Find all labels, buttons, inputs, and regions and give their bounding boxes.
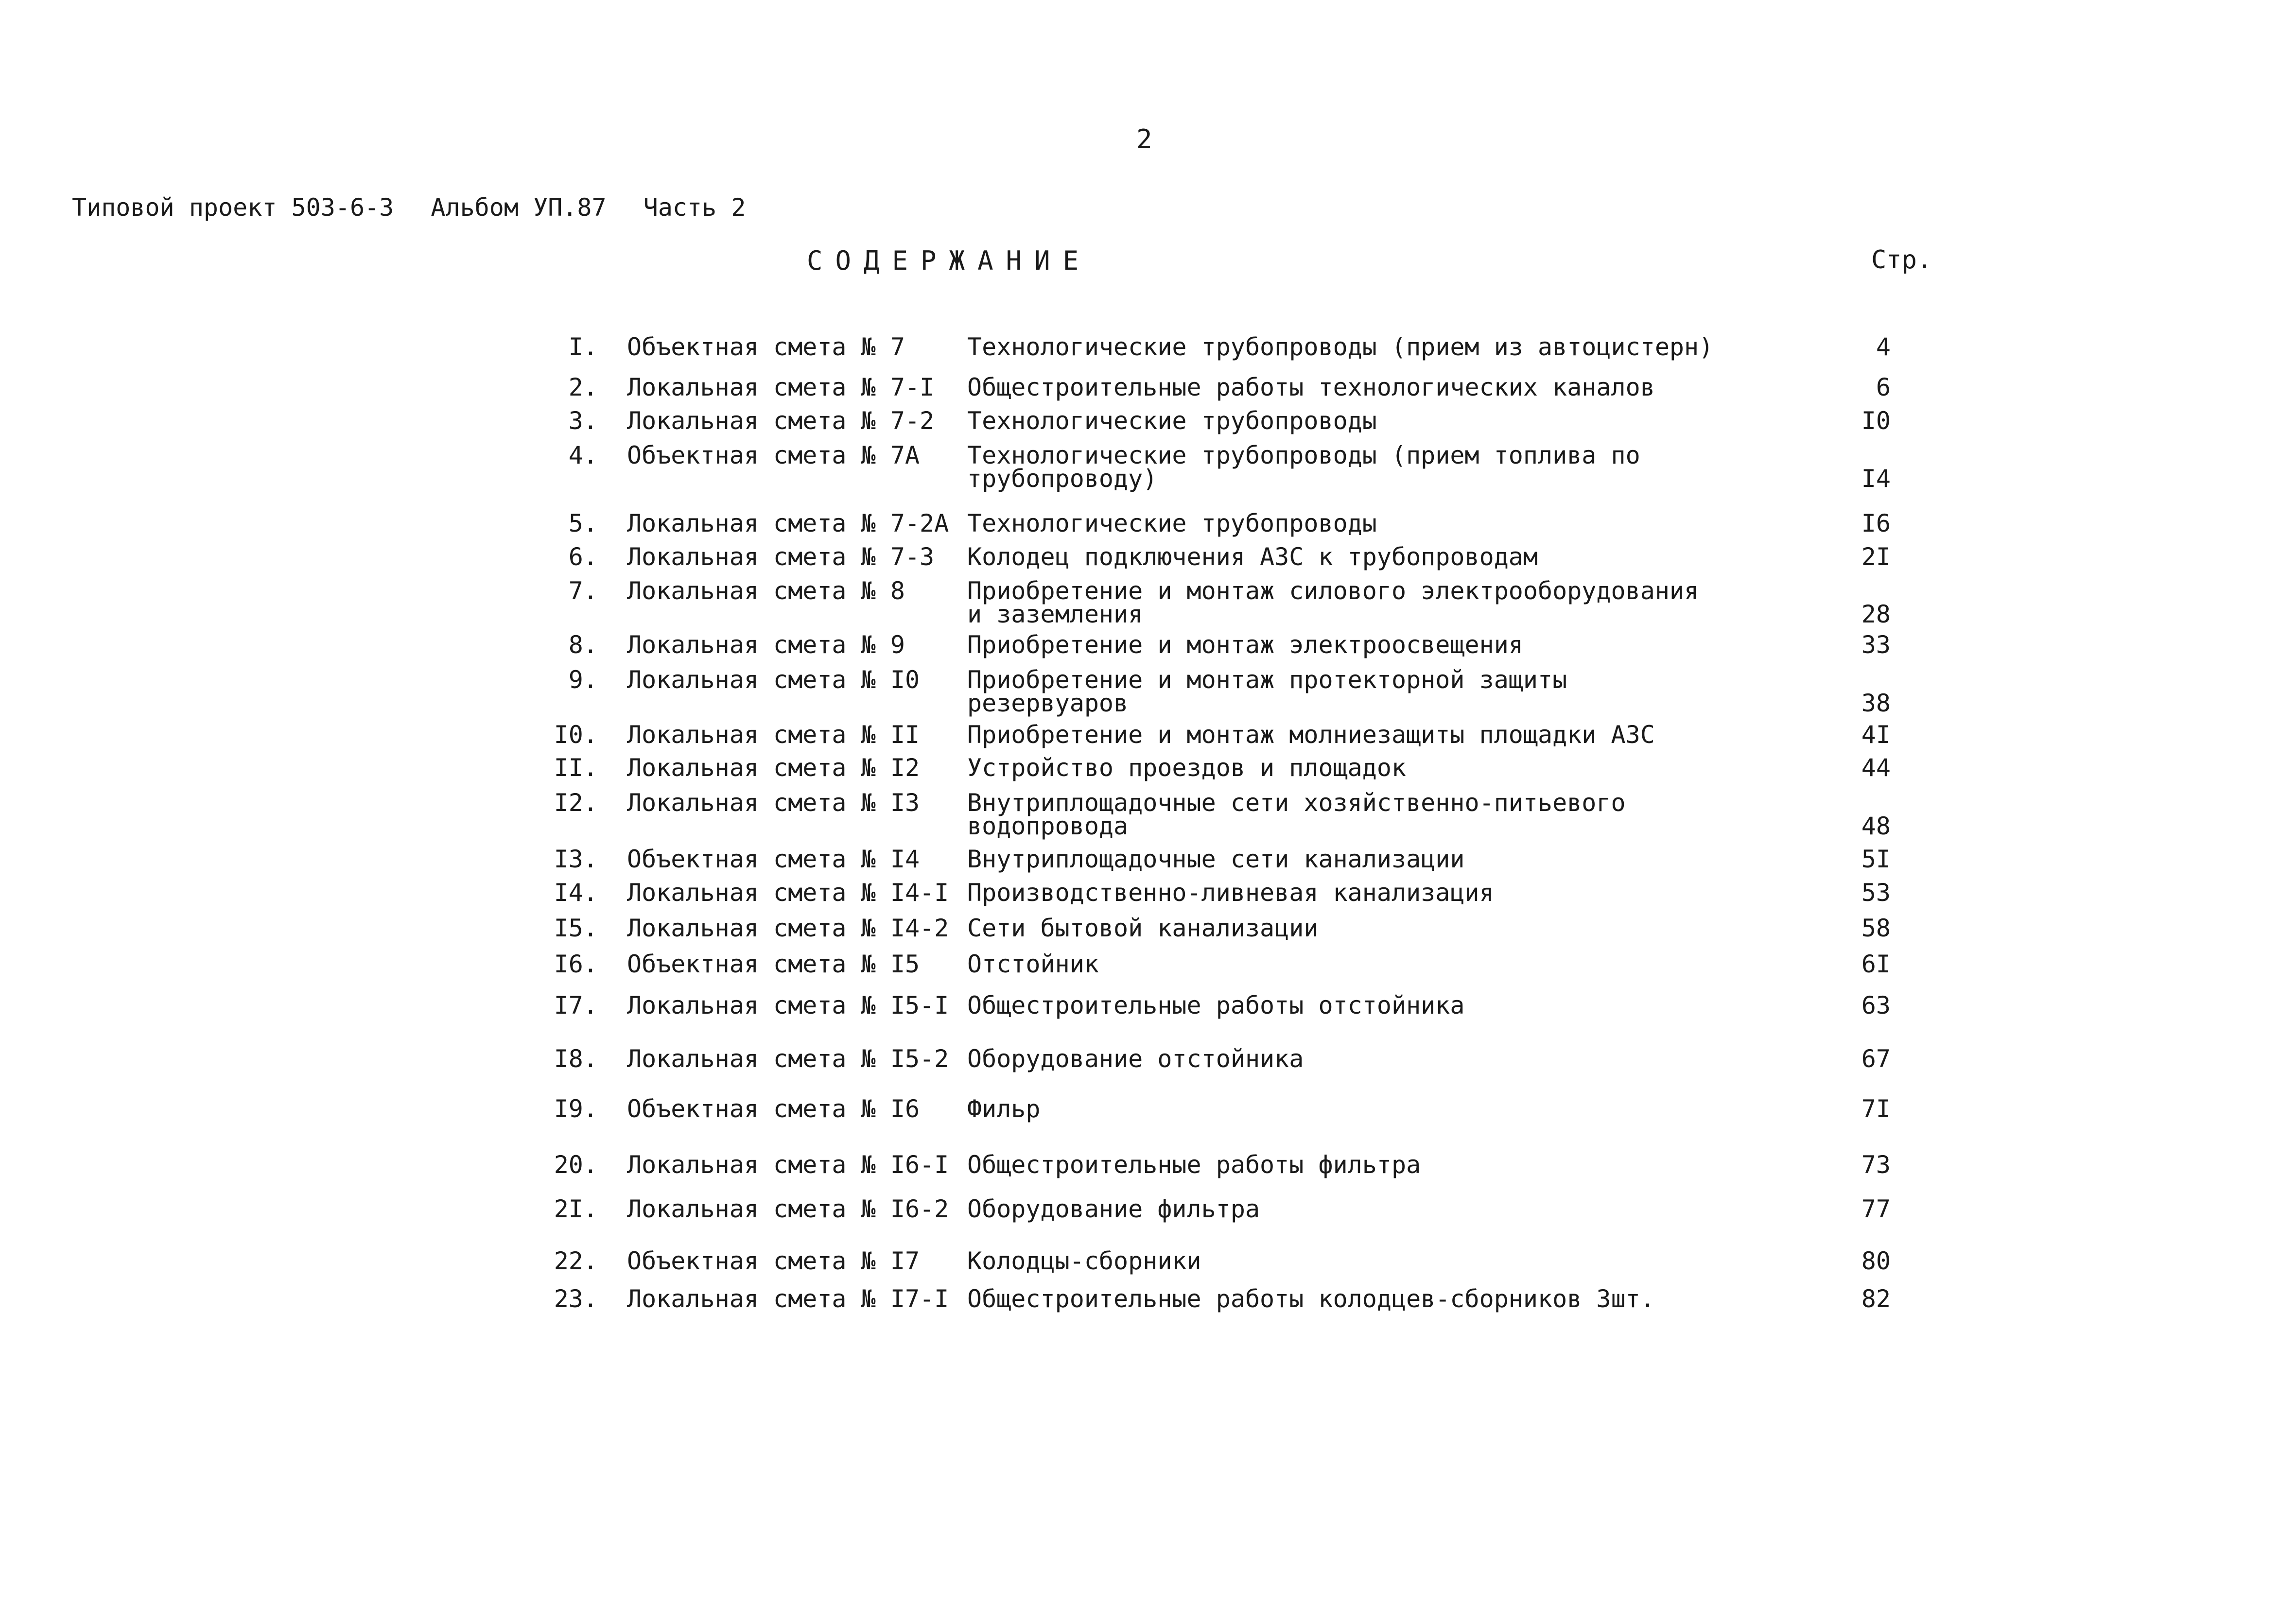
toc-entry-description: Технологические трубопроводы (прием из автоцистерн)	[967, 333, 1714, 361]
toc-entry-estimate: Локальная смета № I7-I	[627, 1285, 949, 1313]
toc-entry-estimate: Локальная смета № II	[627, 721, 920, 749]
toc-entry-page: 67	[1861, 1045, 1891, 1073]
toc-entry-number: I5.	[554, 914, 598, 942]
toc-entry-page: 7I	[1861, 1095, 1891, 1123]
toc-title: СОДЕРЖАНИЕ	[807, 245, 1092, 276]
toc-entry-description: Оборудование отстойника	[967, 1045, 1304, 1073]
toc-entry-number: 9.	[568, 666, 598, 694]
toc-entry-number: 2.	[568, 373, 598, 401]
toc-entry-estimate: Локальная смета № I4-I	[627, 879, 949, 907]
toc-entry-description: Колодцы-сборники	[967, 1247, 1201, 1275]
toc-entry-description: Общестроительные работы технологических каналов	[967, 373, 1655, 401]
toc-entry-page: 80	[1861, 1247, 1891, 1275]
toc-entry-description: Внутриплощадочные сети хозяйственно-питьевого водопровода	[967, 789, 1626, 840]
toc-entry-page: 4I	[1861, 721, 1891, 749]
toc-entry-page: 38	[1861, 689, 1891, 717]
toc-entry-number: 7.	[568, 577, 598, 605]
toc-entry-page: I4	[1861, 465, 1891, 493]
toc-entry-number: 8.	[568, 631, 598, 659]
toc-entry-page: 48	[1861, 812, 1891, 840]
toc-entry-number: 5.	[568, 509, 598, 537]
toc-entry-number: I4.	[554, 879, 598, 907]
toc-entry-estimate: Локальная смета № 7-2А	[627, 509, 949, 537]
toc-entry-estimate: Локальная смета № I3	[627, 789, 920, 817]
toc-entry-number: 4.	[568, 441, 598, 469]
toc-entry-description: Приобретение и монтаж молниезащиты площадки АЗС	[967, 721, 1655, 749]
toc-entry-estimate: Локальная смета № I6-2	[627, 1195, 949, 1223]
toc-entry-page: 82	[1861, 1285, 1891, 1313]
toc-entry-description: Фильр	[967, 1095, 1041, 1123]
toc-entry-estimate: Объектная смета № I6	[627, 1095, 920, 1123]
toc-entry-description: Производственно-ливневая канализация	[967, 879, 1494, 907]
toc-entry-description: Устройство проездов и площадок	[967, 754, 1407, 782]
toc-entry-description: Отстойник	[967, 950, 1099, 978]
toc-entry-page: 5I	[1861, 845, 1891, 873]
toc-entry-description: Технологические трубопроводы	[967, 509, 1377, 537]
toc-entry-page: 4	[1876, 333, 1891, 361]
toc-entry-number: 23.	[554, 1285, 598, 1313]
toc-entry-page: 58	[1861, 914, 1891, 942]
toc-entry-description: Внутриплощадочные сети канализации	[967, 845, 1465, 873]
toc-entry-number: I7.	[554, 991, 598, 1019]
toc-entry-number: II.	[554, 754, 598, 782]
album-label: Альбом УП.87	[431, 193, 607, 222]
toc-entry-page: 63	[1861, 991, 1891, 1019]
part-label: Часть 2	[643, 193, 746, 222]
toc-entry-number: I.	[568, 333, 598, 361]
toc-entry-estimate: Локальная смета № 7-3	[627, 543, 935, 571]
toc-entry-estimate: Объектная смета № 7	[627, 333, 905, 361]
toc-entry-description: Технологические трубопроводы	[967, 407, 1377, 435]
toc-entry-number: I0.	[554, 721, 598, 749]
toc-entry-page: I0	[1861, 407, 1891, 435]
toc-entry-estimate: Локальная смета № I5-I	[627, 991, 949, 1019]
toc-entry-number: 6.	[568, 543, 598, 571]
toc-entry-page: 53	[1861, 879, 1891, 907]
page-number: 2	[1136, 124, 1152, 155]
project-label: Типовой проект 503-6-3	[72, 193, 394, 222]
toc-entry-estimate: Объектная смета № 7А	[627, 441, 920, 469]
toc-entry-estimate: Объектная смета № I4	[627, 845, 920, 873]
toc-entry-page: I6	[1861, 509, 1891, 537]
toc-entry-estimate: Локальная смета № 7-2	[627, 407, 935, 435]
toc-entry-number: 22.	[554, 1247, 598, 1275]
toc-entry-page: 28	[1861, 600, 1891, 628]
toc-entry-estimate: Объектная смета № I7	[627, 1247, 920, 1275]
toc-entry-page: 6	[1876, 373, 1891, 401]
toc-entry-estimate: Локальная смета № I2	[627, 754, 920, 782]
toc-entry-estimate: Локальная смета № 9	[627, 631, 905, 659]
toc-entry-description: Колодец подключения АЗС к трубопроводам	[967, 543, 1538, 571]
toc-entry-estimate: Локальная смета № I6-I	[627, 1151, 949, 1179]
toc-entry-number: I2.	[554, 789, 598, 817]
toc-entry-description: Общестроительные работы колодцев-сборников 3шт.	[967, 1285, 1655, 1313]
toc-entry-number: 20.	[554, 1151, 598, 1179]
toc-entry-page: 44	[1861, 754, 1891, 782]
toc-entry-estimate: Локальная смета № I4-2	[627, 914, 949, 942]
toc-entry-page: 33	[1861, 631, 1891, 659]
toc-entry-description: Оборудование фильтра	[967, 1195, 1260, 1223]
toc-entry-number: I6.	[554, 950, 598, 978]
toc-entry-description: Приобретение и монтаж силового электрооборудования и заземления	[967, 577, 1699, 628]
toc-entry-estimate: Объектная смета № I5	[627, 950, 920, 978]
toc-entry-description: Общестроительные работы отстойника	[967, 991, 1465, 1019]
toc-entry-number: I3.	[554, 845, 598, 873]
toc-entry-description: Приобретение и монтаж протекторной защиты резервуаров	[967, 666, 1567, 717]
page-column-label: Стр.	[1871, 245, 1932, 275]
toc-entry-description: Технологические трубопроводы (прием топлива по трубопроводу)	[967, 441, 1640, 493]
toc-entry-page: 77	[1861, 1195, 1891, 1223]
toc-entry-estimate: Локальная смета № I0	[627, 666, 920, 694]
toc-entry-page: 2I	[1861, 543, 1891, 571]
toc-entry-description: Сети бытовой канализации	[967, 914, 1319, 942]
toc-entry-page: 6I	[1861, 950, 1891, 978]
toc-entry-number: I9.	[554, 1095, 598, 1123]
toc-entry-estimate: Локальная смета № I5-2	[627, 1045, 949, 1073]
toc-entry-description: Общестроительные работы фильтра	[967, 1151, 1421, 1179]
toc-entry-number: 2I.	[554, 1195, 598, 1223]
toc-entry-number: 3.	[568, 407, 598, 435]
toc-entry-description: Приобретение и монтаж электроосвещения	[967, 631, 1523, 659]
toc-entry-estimate: Локальная смета № 8	[627, 577, 905, 605]
toc-entry-page: 73	[1861, 1151, 1891, 1179]
toc-entry-number: I8.	[554, 1045, 598, 1073]
toc-entry-estimate: Локальная смета № 7-I	[627, 373, 935, 401]
